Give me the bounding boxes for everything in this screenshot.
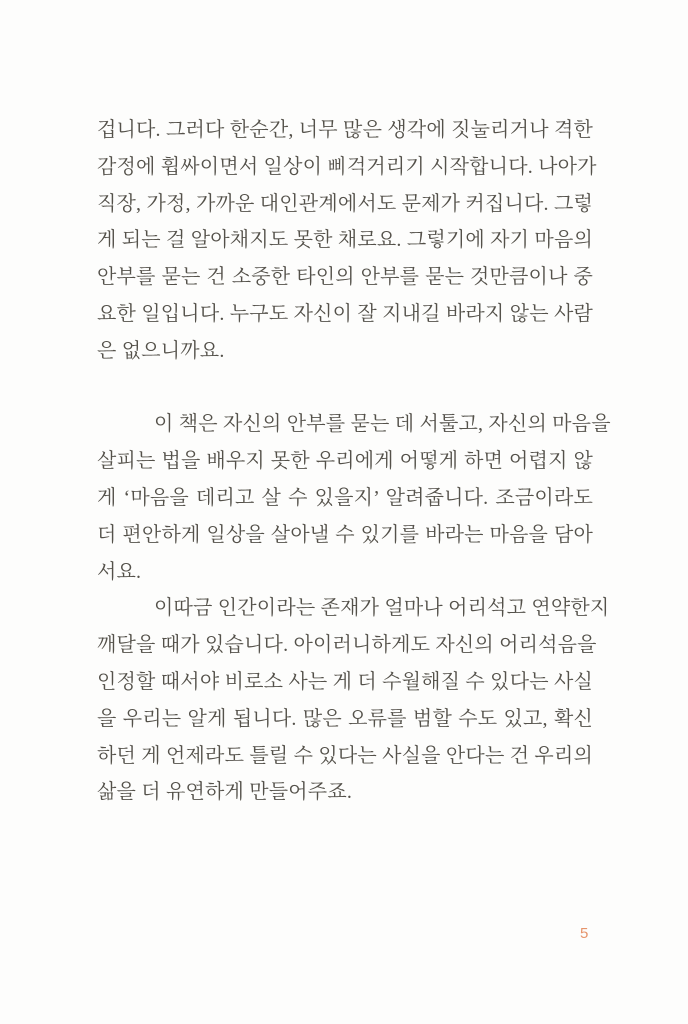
- text-line: 이 책은 자신의 안부를 묻는 데 서툴고, 자신의 마음을: [154, 413, 611, 436]
- paragraph-3: [97, 590, 610, 811]
- paragraph-1: [97, 112, 597, 370]
- text-line: 감정에 휩싸이면서 일상이 삐걱거리기 시작합니다. 나아가: [97, 155, 597, 178]
- text-line: 요한 일입니다. 누구도 자신이 잘 지내길 바라지 않는 사람: [97, 302, 593, 325]
- text-line: 게 ‘마음을 데리고 살 수 있을지’ 알려줍니다. 조금이라도: [97, 486, 593, 509]
- text-line: 겁니다. 그러다 한순간, 너무 많은 생각에 짓눌리거나 격한: [97, 119, 593, 141]
- text-line: 살피는 법을 배우지 못한 우리에게 어떻게 하면 어렵지 않: [97, 450, 593, 473]
- text-line: 삶을 더 유연하게 만들어주죠.: [97, 781, 353, 804]
- paragraph-2: [97, 406, 611, 590]
- page-number: 5: [580, 925, 589, 942]
- text-line: 인정할 때서야 비로소 사는 게 더 수월해질 수 있다는 사실: [97, 670, 593, 693]
- text-line: 을 우리는 알게 됩니다. 많은 오류를 범할 수도 있고, 확신: [97, 707, 593, 730]
- text-line: 깨달을 때가 있습니다. 아이러니하게도 자신의 어리석음을: [97, 634, 597, 657]
- text-line: 안부를 묻는 건 소중한 타인의 안부를 묻는 것만큼이나 중: [97, 266, 593, 289]
- text-line: 하던 게 언제라도 틀릴 수 있다는 사실을 안다는 건 우리의: [97, 744, 593, 767]
- text-line: 직장, 가정, 가까운 대인관계에서도 문제가 커집니다. 그렇: [97, 192, 593, 215]
- text-line: 이따금 인간이라는 존재가 얼마나 어리석고 연약한지: [154, 597, 610, 620]
- text-line: 게 되는 걸 알아채지도 못한 채로요. 그렇기에 자기 마음의: [97, 229, 593, 252]
- text-line: 더 편안하게 일상을 살아낼 수 있기를 바라는 마음을 담아: [97, 523, 593, 546]
- text-line: 은 없으니까요.: [97, 339, 225, 362]
- text-line: 서요.: [97, 560, 142, 583]
- body-text-block: [97, 112, 611, 811]
